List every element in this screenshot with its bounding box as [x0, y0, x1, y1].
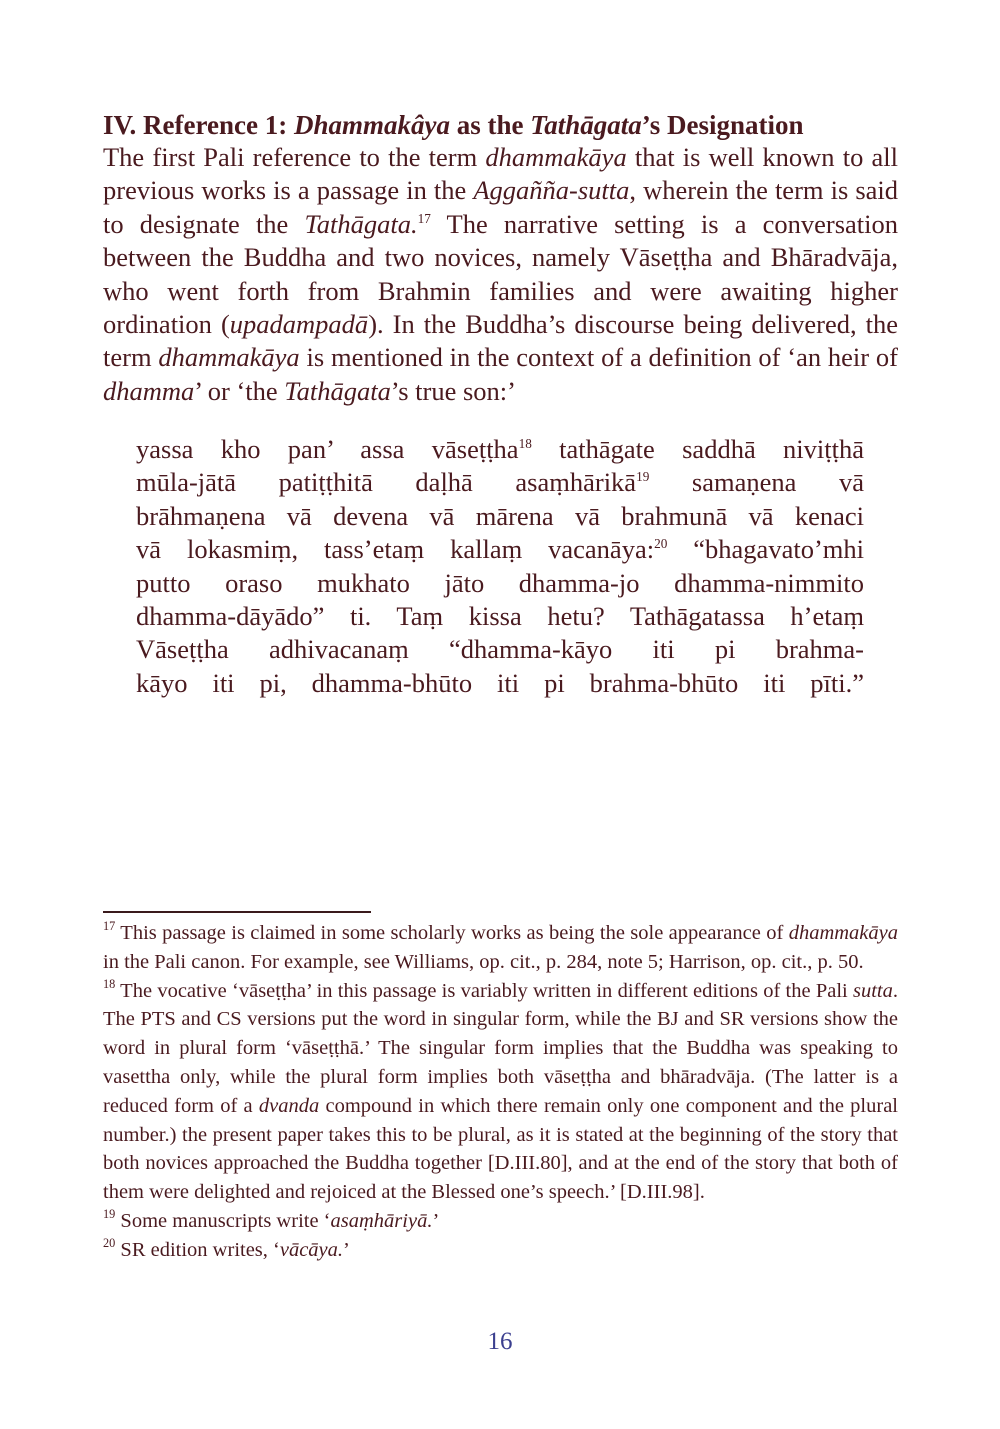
footnotes: [103, 919, 898, 1265]
footnote-17: [103, 919, 898, 977]
footnote-ref: 17: [417, 210, 431, 226]
para-term: dhamma: [103, 375, 195, 406]
footnote-text: SR edition writes, ‘: [115, 1238, 280, 1261]
heading-prefix: IV. Reference 1:: [103, 110, 294, 140]
quote-line: [136, 533, 864, 566]
page-number: 16: [487, 1328, 513, 1355]
quote-line: dhamma-dāyādo” ti. Taṃ kissa hetu? Tathāgatassa h’etaṃ: [136, 601, 864, 632]
footnote-number: 18: [103, 976, 116, 991]
footnote-text: ’: [343, 1238, 350, 1261]
para-term: dhammakāya: [158, 342, 300, 373]
heading-middle: as the: [449, 110, 531, 140]
footnote-number: 17: [103, 918, 116, 933]
quote-line: brāhmaṇena vā devena vā mārena vā brahmunā vā kenaci: [136, 500, 864, 531]
quote-line: [136, 433, 864, 466]
footnote-text: ’: [432, 1209, 440, 1232]
quote-line: kāyo iti pi, dhamma-bhūto iti pi brahma-bhūto iti pīti.”: [136, 667, 864, 698]
quote-text: yassa kho pan’ assa vāseṭṭha: [136, 434, 519, 464]
para-term: Tathāgata: [284, 375, 391, 406]
para-text: , wherein the term is said to designate the: [103, 175, 899, 239]
footnote-number: 19: [103, 1206, 116, 1221]
footnote-ref: 19: [636, 469, 650, 485]
para-term: dhammakāya: [485, 142, 627, 172]
footnote-text: . The PTS and CS versions put the word in singular form, while the BJ and SR versions show the word in plural form ‘vāseṭṭhā.’ The singular form implies that the Buddha was speaking to vasettha only, while the plural form implies both vāseṭṭha and bhāradvāja. (The latter is a reduced form of a: [103, 979, 898, 1117]
para-term: Aggañña-sutta: [473, 175, 630, 206]
body-paragraph: [103, 141, 898, 408]
para-term: upadampadā: [229, 309, 369, 340]
footnote-divider: [103, 911, 371, 913]
para-text: The narrative setting is a conversation between the Buddha and two novices, namely Vāseṭṭha and Bhāradvāja, who went forth from Brahmin families and were awaiting higher ordination (: [103, 208, 898, 340]
quote-text: “bhagavato’mhi: [667, 534, 864, 565]
footnote-term: dhammakāya: [788, 922, 898, 944]
footnote-term: vācāya.: [279, 1238, 344, 1261]
footnote-20: [103, 1236, 898, 1265]
footnote-term: asaṃhāriyā.: [330, 1209, 433, 1232]
heading-suffix: ’s Designation: [641, 110, 804, 140]
para-term: Tathāgata.: [304, 208, 418, 239]
footnote-text: This passage is claimed in some scholarly works as being the sole appearance of: [115, 922, 789, 944]
footnote-text: compound in which there remain only one component and the plural number.) the present paper takes this to be plural, as it is stated at the beginning of the story that both novices approached the Buddha together [D.III.80], and at the end of the story that both of them were delighted and rejoiced at the Blessed one’s speech.’ [D.III.98].: [103, 1094, 898, 1204]
para-text: The first Pali reference to the term: [103, 142, 486, 172]
para-text: ). In the Buddha’s discourse being delivered, the term: [103, 309, 899, 373]
quote-line: Vāseṭṭha adhivacanaṃ “dhamma-kāyo iti pi brahma-: [136, 634, 864, 665]
footnote-number: 20: [103, 1235, 116, 1250]
quote-text: vā lokasmiṃ, tass’etaṃ kallaṃ vacanāya:: [136, 534, 655, 565]
pali-quote: [136, 433, 864, 700]
para-text: is mentioned in the context of a definition of ‘an heir of: [299, 342, 898, 373]
footnote-text: The vocative ‘vāseṭṭha’ in this passage is variably written in different editions of the Pali: [115, 979, 853, 1002]
para-text: that is well known to all previous works is a passage in the: [103, 142, 898, 206]
quote-line: [136, 466, 864, 499]
quote-text: mūla-jātā patiṭṭhitā daḷhā asaṃhārikā: [136, 467, 637, 498]
section-heading: [103, 108, 903, 142]
quote-text: tathāgate saddhā niviṭṭhā: [531, 434, 865, 464]
footnote-term: sutta: [853, 979, 893, 1002]
para-text: ’s true son:’: [390, 375, 516, 406]
footnote-ref: 18: [518, 436, 532, 452]
quote-line: putto oraso mukhato jāto dhamma-jo dhamma-nimmito: [136, 567, 864, 598]
quote-text: samaṇena vā: [649, 467, 864, 498]
footnote-text: in the Pali canon. For example, see Williams, op. cit., p. 284, note 5; Harrison, op. cit., p. 50.: [103, 950, 864, 973]
footnote-18: [103, 977, 898, 1207]
para-text: ’ or ‘the: [194, 375, 285, 406]
heading-term: Dhammakâya: [293, 110, 450, 140]
heading-tathagata: Tathāgata: [530, 110, 642, 140]
footnote-19: [103, 1207, 898, 1236]
footnote-text: Some manuscripts write ‘: [115, 1209, 331, 1232]
footnote-ref: 20: [654, 536, 668, 552]
footnote-term: dvanda: [258, 1094, 320, 1117]
